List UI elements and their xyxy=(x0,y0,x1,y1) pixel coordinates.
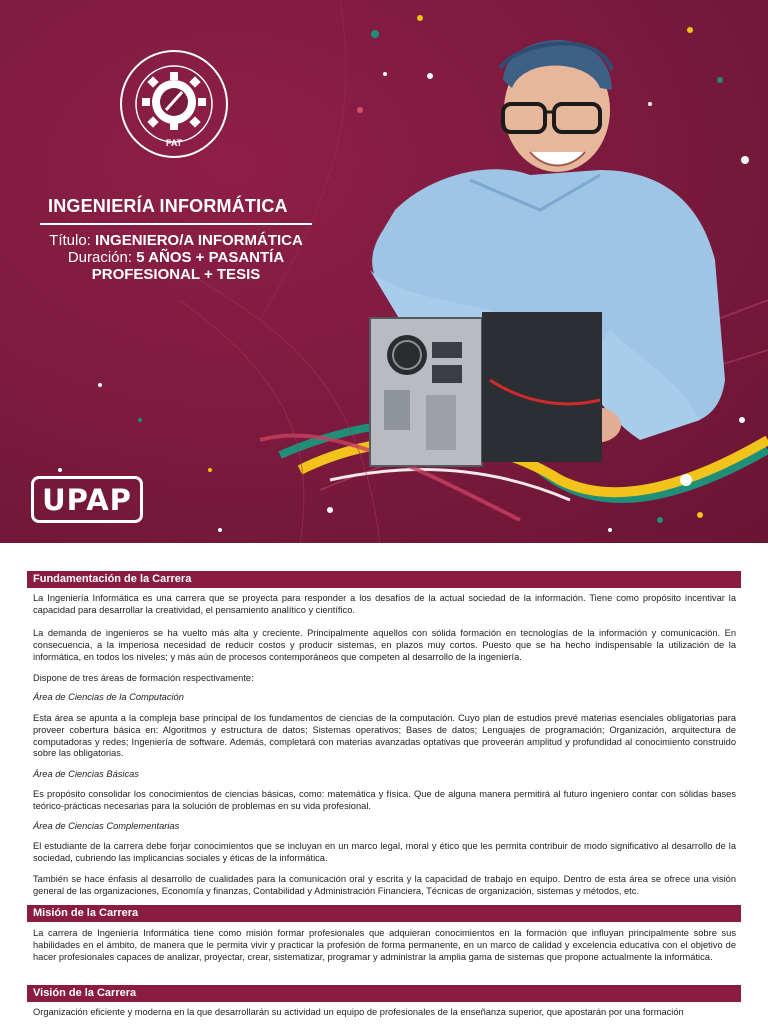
university-seal-icon xyxy=(118,48,230,160)
duracion-label: Duración: xyxy=(67,249,133,266)
paragraph: La Ingeniería Informática es una carrera que se proyecta para responder a los desafíos de la actual sociedad de la información. Tiene como propósito incentivar la capacidad para desarrollar la creatividad, el pensamiento analítico y científico. xyxy=(33,593,736,615)
titulo-label: Título: xyxy=(49,232,91,249)
title-divider xyxy=(40,223,312,225)
paragraph: El estudiante de la carrera debe forjar conocimientos que se incluyan en un marco legal, moral y ético que les permita contribuir de modo significativo al desarrollo de la sociedad, cubriendo las implicancias sociales y éticas de la informática. xyxy=(33,841,736,863)
paragraph: Dispone de tres áreas de formación respectivamente: xyxy=(33,673,254,683)
paragraph: Organización eficiente y moderna en la que desarrollarán su actividad un equipo de profesionales de la enseñanza superior, que apostarán por una formación xyxy=(33,1007,684,1017)
paragraph: La demanda de ingenieros se ha vuelto más alta y creciente. Principalmente aquellos con sólida formación en tecnologías de la información y comunicación. En consecuencia, a la imperiosa necesidad de reducir costos y producir sistemas, en plazos muy cortos. Puesto que se ha hecho indispensable la utilización de la informática, en todos los niveles; y más aún de procesos contemporáneos que competen al desarrollo de la ingeniería. xyxy=(33,628,736,662)
paragraph: También se hace énfasis al desarrollo de cualidades para la comunicación oral y escrita y la capacidad de trabajo en equipo. Dentro de esta área se ofrece una visión general de las organizaciones, Economía y finanzas, Contabilidad y Administración Financiera, Técnicas de organización, sistemas y métodos, etc. xyxy=(33,874,736,896)
paragraph: Es propósito consolidar los conocimientos de ciencias básicas, como: matemática y física. Que de alguna manera permitirá al futuro ingeniero contar con sólidas bases teórico-prácticas necesarias para la solución de problemas en su vida profesional. xyxy=(33,789,736,811)
duracion-line-2 xyxy=(40,266,312,283)
paragraph: Esta área se apunta a la compleja base principal de los fundamentos de ciencias de la computación. Cuyo plan de estudios prevé materias esenciales obligatorias para proveer cobertura básica en: Algoritmos y estructura de datos; Sistemas operativos; Bases de datos; Lenguajes de programación; Organización, arquitectura de computadoras y redes; Ingeniería de software. Además, completará con materias avanzadas optativas que proveerán amplitud y profundidad al conocimiento construido sobre las obligatorias. xyxy=(33,713,736,759)
titulo-value: INGENIERO/A INFORMÁTICA xyxy=(95,232,303,249)
duracion-value-2: PROFESIONAL + TESIS xyxy=(91,266,261,283)
duracion-value: 5 AÑOS + PASANTÍA xyxy=(136,249,285,266)
program-title: INGENIERÍA INFORMÁTICA xyxy=(48,196,288,216)
upap-logo: UPAP xyxy=(31,476,143,523)
duracion-line xyxy=(40,249,312,266)
seal-abbr: FAT xyxy=(165,138,183,148)
subsection-title: Área de Ciencias Complementarias xyxy=(33,821,180,831)
section-header-vision: Visión de la Carrera xyxy=(27,985,741,1002)
section-header-mision: Misión de la Carrera xyxy=(27,905,741,922)
paragraph: La carrera de Ingeniería Informática tiene como misión formar profesionales que adquieran conocimientos en la formación que influyan principalmente sobre sus habilidades en el ámbito, de manera que le permita vivir y practicar la profesión de forma permanente, en un marco de calidad y excelencia educativa con el objetivo de hacer profesionales capaces de analizar, proyectar, crear, sistematizar, programar y administrar la amplia gama de sistemas que propone actualmente la informática. xyxy=(33,928,736,962)
titulo-line xyxy=(40,232,312,249)
document-body xyxy=(0,543,768,1024)
section-header-fundamentacion: Fundamentación de la Carrera xyxy=(27,571,741,588)
subsection-title: Área de Ciencias de la Computación xyxy=(33,692,184,702)
subsection-title: Área de Ciencias Básicas xyxy=(33,769,139,779)
